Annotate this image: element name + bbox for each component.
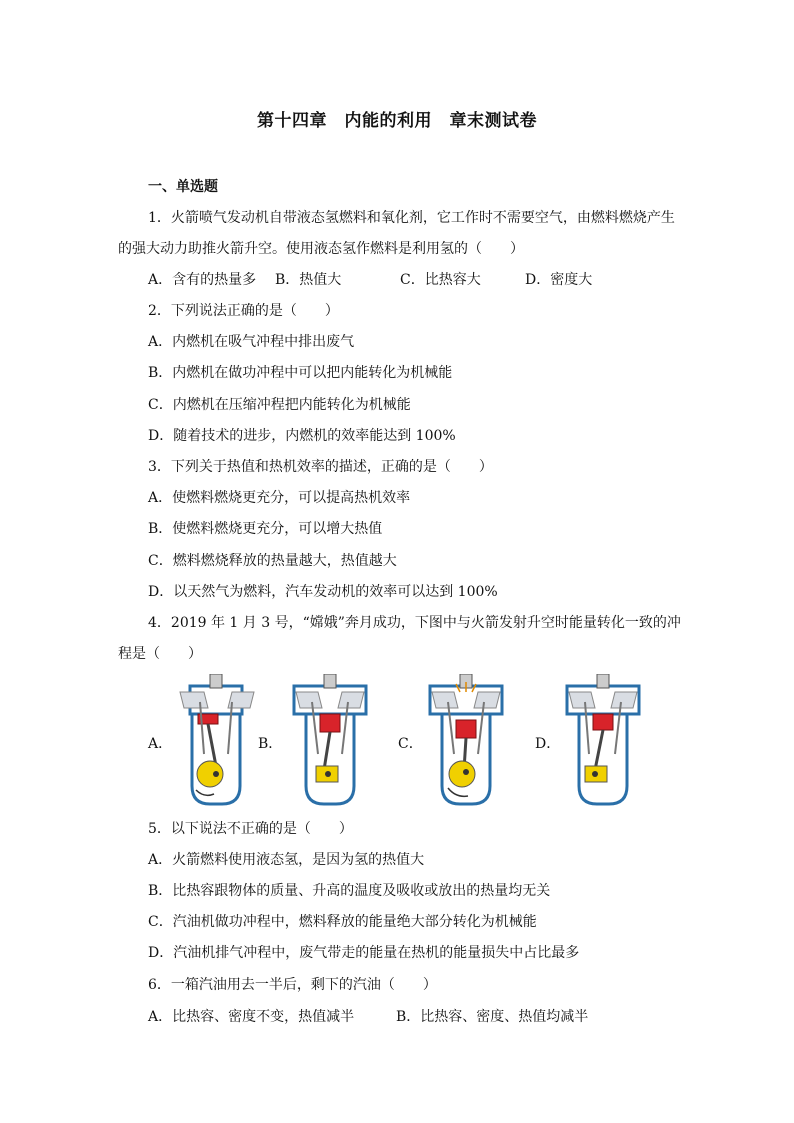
q2-stem: 2．下列说法正确的是（ ） [148, 303, 339, 319]
q6-option-b: B．比热容、密度、热值均减半 [396, 1009, 589, 1025]
engine-a-drawing [180, 674, 254, 804]
q5-option-c: C．汽油机做功冲程中，燃料释放的能量绝大部分转化为机械能 [148, 914, 537, 930]
q3-stem: 3．下列关于热值和热机效率的描述，正确的是（ ） [148, 459, 493, 475]
q1-option-c: C．比热容大 [400, 272, 481, 288]
engine-d-drawing [567, 674, 639, 804]
q2-option-b: B．内燃机在做功冲程中可以把内能转化为机械能 [148, 365, 453, 381]
q4-figure-label-b: B． [258, 736, 283, 752]
q4-figure-label-a: A． [148, 736, 173, 752]
q4-stem-line1: 4．2019 年 1 月 3 号，“嫦娥”奔月成功，下图中与火箭发射升空时能量转化一致的冲 [148, 615, 681, 631]
q5-stem: 5．以下说法不正确的是（ ） [148, 821, 353, 837]
engine-c-drawing [430, 674, 502, 804]
q1-option-b: B．热值大 [275, 272, 342, 288]
q3-option-a: A．使燃料燃烧更充分，可以提高热机效率 [148, 490, 411, 506]
q5-option-a: A．火箭燃料使用液态氢，是因为氢的热值大 [148, 852, 425, 868]
engine-diagram-a [170, 674, 262, 808]
q3-option-c: C．燃料燃烧释放的热量越大，热值越大 [148, 553, 397, 569]
q5-option-d: D．汽油机排气冲程中，废气带走的能量在热机的能量损失中占比最多 [148, 945, 580, 961]
q4-stem-line2: 程是（ ） [118, 646, 202, 662]
q6-stem: 6．一箱汽油用去一半后，剩下的汽油（ ） [148, 977, 437, 993]
engine-diagram-b [284, 674, 376, 808]
q2-option-a: A．内燃机在吸气冲程中排出废气 [148, 334, 355, 350]
q2-option-d: D．随着技术的进步，内燃机的效率能达到 100% [148, 428, 456, 444]
q1-option-d: D．密度大 [525, 272, 593, 288]
section-heading: 一、单选题 [148, 179, 218, 195]
q1-stem-line1: 1．火箭喷气发动机自带液态氢燃料和氧化剂，它工作时不需要空气，由燃料燃烧产生 [148, 210, 675, 226]
engine-b-drawing [294, 674, 366, 804]
q6-option-a: A．比热容、密度不变，热值减半 [148, 1009, 355, 1025]
q1-stem-line2: 的强大动力助推火箭升空。使用液态氢作燃料是利用氢的（ ） [118, 241, 524, 257]
engine-diagram-d [557, 674, 649, 808]
q4-figure-label-c: C． [398, 736, 423, 752]
q5-option-b: B．比热容跟物体的质量、升高的温度及吸收或放出的热量均无关 [148, 883, 551, 899]
q4-figure-label-d: D． [535, 736, 561, 752]
q1-option-a: A．含有的热量多 [148, 272, 257, 288]
q3-option-b: B．使燃料燃烧更充分，可以增大热值 [148, 521, 383, 537]
q2-option-c: C．内燃机在压缩冲程把内能转化为机械能 [148, 397, 411, 413]
page-title: 第十四章 内能的利用 章末测试卷 [257, 111, 537, 131]
q3-option-d: D．以天然气为燃料，汽车发动机的效率可以达到 100% [148, 584, 498, 600]
engine-diagram-c [420, 674, 512, 808]
